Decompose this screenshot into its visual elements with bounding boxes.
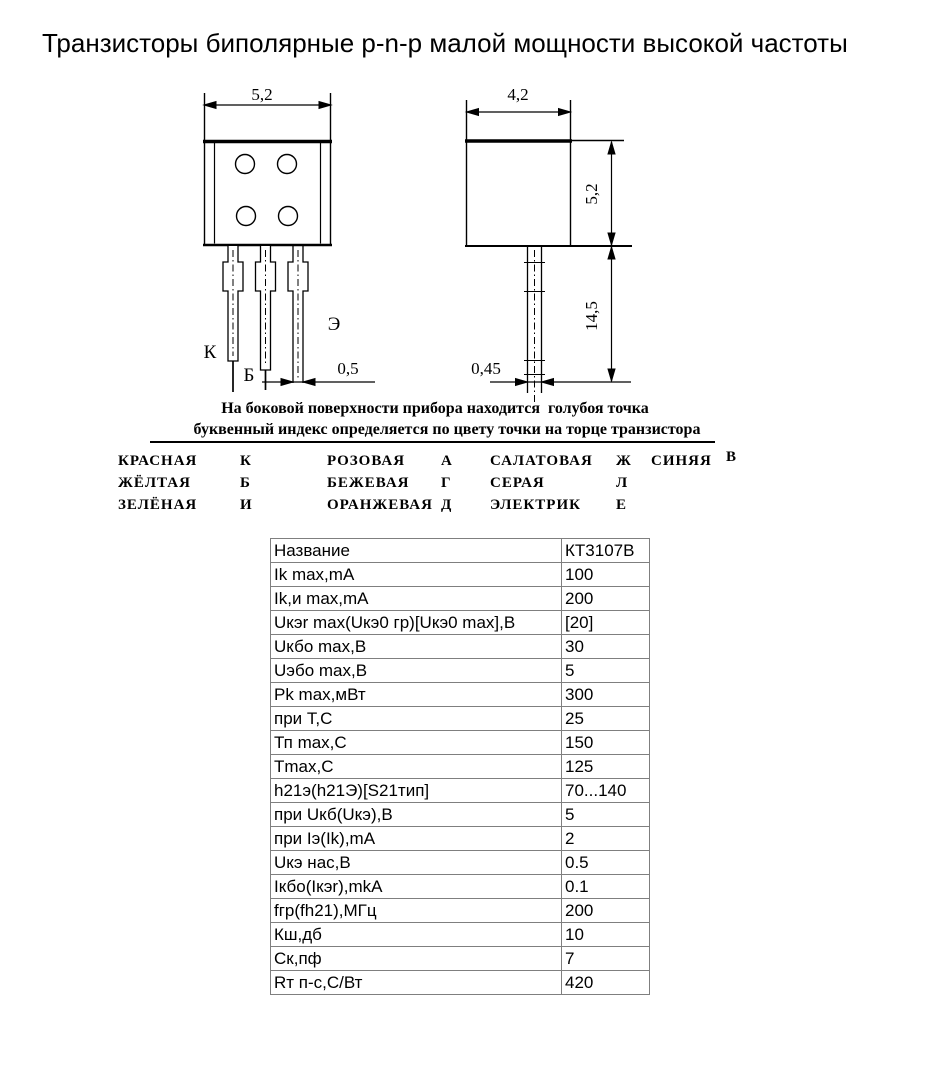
- color-name: ОРАНЖЕВАЯ: [327, 497, 433, 513]
- param-row: [271, 659, 650, 683]
- param-value-cell: 25: [562, 707, 650, 731]
- param-label-cell: Uкэr max(Uкэ0 гр)[Uкэ0 max],В: [271, 611, 562, 635]
- param-row: [271, 779, 650, 803]
- param-row: [271, 587, 650, 611]
- arrowhead-icon: [204, 102, 216, 109]
- param-label-cell: при Т,С: [271, 707, 562, 731]
- color-letter: И: [240, 497, 253, 513]
- arrowhead-icon: [542, 379, 554, 386]
- param-value-cell: 5: [562, 659, 650, 683]
- param-value-cell: 10: [562, 923, 650, 947]
- color-letter: В: [726, 449, 738, 465]
- note-line-1: На боковой поверхности прибора находится голубоя точка: [221, 400, 649, 417]
- color-name: БЕЖЕВАЯ: [327, 475, 410, 491]
- dim-side-lead-width: [471, 359, 631, 386]
- note-line-2: буквенный индекс определяется по цвету точки на торце транзистора: [193, 421, 701, 438]
- page-title: Транзисторы биполярные p-n-p малой мощности высокой частоты: [42, 28, 848, 58]
- param-row: [271, 851, 650, 875]
- param-row: [271, 635, 650, 659]
- dimple-icon: [279, 207, 298, 226]
- param-value-cell: 125: [562, 755, 650, 779]
- param-row: [271, 755, 650, 779]
- dimple-icon: [236, 155, 255, 174]
- color-letter: А: [441, 453, 453, 469]
- dim-label-side-lead-length: 14,5: [582, 301, 601, 331]
- arrowhead-icon: [608, 233, 615, 245]
- param-value-cell: 200: [562, 899, 650, 923]
- arrowhead-icon: [608, 247, 615, 259]
- param-value-cell: 300: [562, 683, 650, 707]
- param-value-cell: 2: [562, 827, 650, 851]
- dim-front-width: [204, 85, 331, 109]
- param-label-cell: Ск,пф: [271, 947, 562, 971]
- color-letter: Е: [616, 497, 628, 513]
- param-value-cell: 5: [562, 803, 650, 827]
- param-row: [271, 611, 650, 635]
- dim-label-front-width: 5,2: [251, 85, 273, 104]
- param-value-cell: 7: [562, 947, 650, 971]
- param-row: [271, 683, 650, 707]
- param-value-cell: 200: [562, 587, 650, 611]
- color-letter: Д: [441, 497, 453, 513]
- color-letter: Ж: [616, 453, 632, 469]
- param-value-cell: 0.1: [562, 875, 650, 899]
- param-row: [271, 947, 650, 971]
- color-letter: Г: [441, 475, 452, 491]
- front-leads: [223, 246, 308, 392]
- front-view-drawing: [170, 80, 400, 410]
- dim-side-height: [582, 142, 615, 381]
- param-label-cell: Uэбо max,В: [271, 659, 562, 683]
- side-view-drawing: [430, 80, 640, 415]
- param-value-cell: [20]: [562, 611, 650, 635]
- dim-side-lead-length: [582, 247, 615, 381]
- color-letter: Л: [616, 475, 629, 491]
- param-value-cell: 100: [562, 563, 650, 587]
- param-row: [271, 803, 650, 827]
- side-lead: [524, 247, 545, 403]
- color-letter: Б: [240, 475, 251, 491]
- param-row: [271, 827, 650, 851]
- arrowhead-icon: [608, 369, 615, 381]
- dimple-icon: [278, 155, 297, 174]
- param-value-cell: 30: [562, 635, 650, 659]
- arrowhead-icon: [467, 109, 479, 116]
- lead-emitter: [288, 246, 293, 383]
- param-value-cell: КТ3107В: [562, 539, 650, 563]
- param-label-cell: Тп max,С: [271, 731, 562, 755]
- side-body-outline: [465, 100, 632, 246]
- divider-line: [150, 441, 715, 443]
- param-row: [271, 923, 650, 947]
- param-label-cell: Iкбо(Iкэr),mkA: [271, 875, 562, 899]
- dim-label-front-lead-width: 0,5: [337, 359, 359, 378]
- param-label-cell: Кш,дб: [271, 923, 562, 947]
- param-label-cell: Rт п-с,С/Вт: [271, 971, 562, 995]
- arrowhead-icon: [281, 379, 293, 386]
- param-value-cell: 70...140: [562, 779, 650, 803]
- color-name: САЛАТОВАЯ: [490, 453, 593, 469]
- param-label-cell: при Iэ(Ik),mA: [271, 827, 562, 851]
- param-row: [271, 971, 650, 995]
- dim-label-side-width: 4,2: [507, 85, 529, 104]
- pin-label-base: Б: [243, 365, 255, 386]
- arrowhead-icon: [559, 109, 571, 116]
- param-label-cell: Uкбо max,В: [271, 635, 562, 659]
- arrowhead-icon: [516, 379, 528, 386]
- dim-label-side-height: 5,2: [582, 183, 601, 205]
- param-label-cell: Ik max,mA: [271, 563, 562, 587]
- color-letter: К: [240, 453, 252, 469]
- param-value-cell: 420: [562, 971, 650, 995]
- param-label-cell: Uкэ нас,В: [271, 851, 562, 875]
- dimple-icon: [237, 207, 256, 226]
- pin-label-emitter: Э: [327, 314, 341, 335]
- arrowhead-icon: [608, 142, 615, 154]
- param-label-cell: Ik,и max,mA: [271, 587, 562, 611]
- param-header-row: [271, 539, 650, 563]
- param-row: [271, 707, 650, 731]
- dim-side-width: [467, 85, 571, 116]
- color-name: СЕРАЯ: [490, 475, 545, 491]
- param-label-cell: fгр(fh21),МГц: [271, 899, 562, 923]
- param-row: [271, 899, 650, 923]
- color-name: ЖЁЛТАЯ: [118, 475, 191, 491]
- dim-label-side-lead-width: 0,45: [471, 359, 501, 378]
- param-label-cell: Pk max,мВт: [271, 683, 562, 707]
- color-name: СИНЯЯ: [651, 453, 712, 469]
- color-name: ЭЛЕКТРИК: [490, 497, 581, 513]
- lead-emitter: [303, 246, 308, 383]
- color-name: ЗЕЛЁНАЯ: [118, 497, 198, 513]
- parameters-table: [270, 538, 650, 995]
- param-value-cell: 0.5: [562, 851, 650, 875]
- color-name: КРАСНАЯ: [118, 453, 198, 469]
- color-name: РОЗОВАЯ: [327, 453, 406, 469]
- dim-front-lead-width: [262, 359, 375, 386]
- param-label-cell: h21э(h21Э)[S21тип]: [271, 779, 562, 803]
- param-value-cell: 150: [562, 731, 650, 755]
- front-body-outline: [203, 93, 332, 245]
- front-dimples: [236, 155, 298, 226]
- pin-label-collector: К: [203, 342, 217, 363]
- param-label-cell: при Uкб(Uкэ),В: [271, 803, 562, 827]
- param-label-cell: Название: [271, 539, 562, 563]
- param-label-cell: Tmax,С: [271, 755, 562, 779]
- param-row: [271, 731, 650, 755]
- param-row: [271, 563, 650, 587]
- arrowhead-icon: [303, 379, 315, 386]
- arrowhead-icon: [319, 102, 331, 109]
- param-row: [271, 875, 650, 899]
